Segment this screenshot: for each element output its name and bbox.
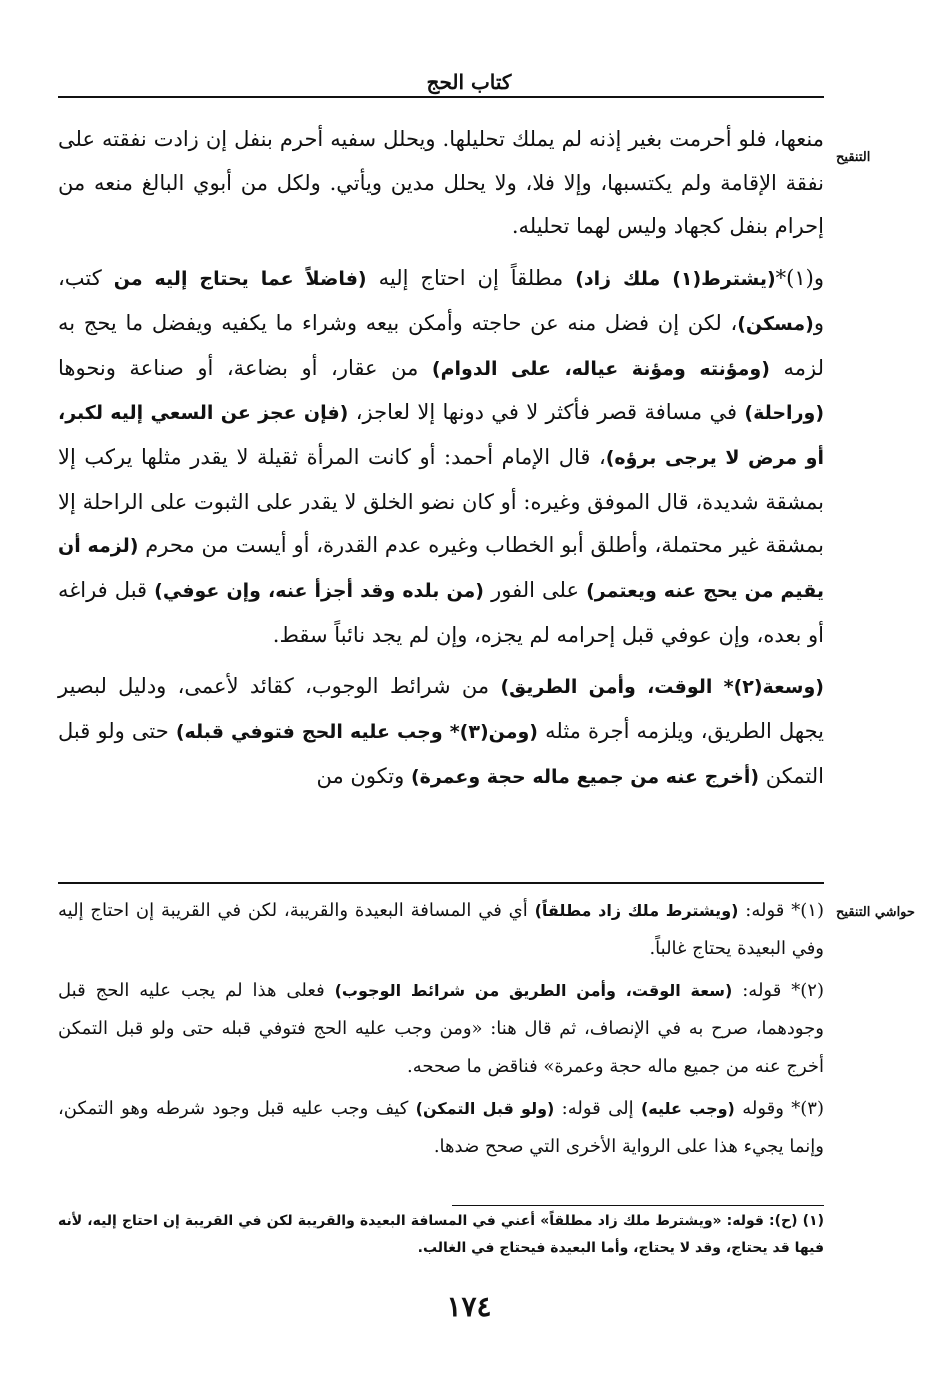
main-text bbox=[58, 118, 824, 808]
bold-matn: (مسكن) bbox=[737, 312, 814, 335]
text-run: مطلقاً إن احتاج إليه bbox=[366, 266, 576, 291]
text-run: (٢)* قوله: bbox=[732, 980, 824, 1001]
footnote-rule bbox=[452, 1205, 824, 1206]
bold-quote: (وجب عليه) bbox=[640, 1099, 735, 1118]
margin-label-hawashi: حواشي التنقيح bbox=[836, 905, 915, 920]
text-run: كتب، و bbox=[58, 266, 824, 335]
text-run: حتى ولو قبل التمكن bbox=[58, 719, 824, 788]
header-rule bbox=[58, 96, 824, 98]
bold-matn: (ومؤنته ومؤنة عياله، على الدوام) bbox=[431, 357, 770, 380]
text-run: و(١)* bbox=[775, 266, 824, 291]
bold-quote: (ويشترط ملك زاد مطلقاً) bbox=[534, 901, 739, 920]
text-run: في مسافة قصر فأكثر لا في دونها إلا لعاجز، bbox=[348, 400, 745, 425]
paragraph-3 bbox=[58, 665, 824, 799]
paragraph-1: منعها، فلو أحرمت بغير إذنه لم يملك تحليلها. ويحلل سفيه أحرم بنفل إن زادت نفقته على نفقة الإقامة ولم يكتسبها، وإلا فلا، ولا يحلل مدين ويأتي. ولكل من أبوي البالغ منعه من إحرام بنفل كجهاد وليس لهما تحليله. bbox=[58, 127, 824, 239]
page-number: ١٧٤ bbox=[446, 1290, 492, 1323]
bold-matn: (ومن(٣)* وجب عليه الحج فتوفي قبله) bbox=[175, 721, 538, 744]
note-1 bbox=[58, 892, 824, 968]
hawashi-notes bbox=[58, 892, 824, 1170]
text-run: (٣)* وقوله bbox=[734, 1098, 824, 1119]
text-run: أي في المسافة البعيدة والقريبة، لكن في القريبة إن احتاج إليه وفي البعيدة يحتاج غالباً. bbox=[58, 900, 824, 959]
bold-matn: (وراحلة) bbox=[744, 402, 825, 425]
text-run: من عقار، أو بضاعة، أو صناعة ونحوها bbox=[58, 355, 432, 380]
text-run: من شرائط الوجوب، كقائد لأعمى، ودليل لبصير يجهل الطريق، ويلزمه أجرة مثله bbox=[58, 674, 824, 744]
note-2 bbox=[58, 972, 824, 1086]
text-run: قبل فراغه أو بعده، وإن عوفي قبل إحرامه لم يجزه، وإن لم يجد نائباً سقط. bbox=[58, 578, 824, 647]
text-run: إلى قوله: bbox=[554, 1098, 641, 1119]
bold-matn: (من بلده وقد أجزأ عنه، وإن عوفي) bbox=[154, 580, 484, 603]
text-run: كيف وجب عليه قبل وجود شرطه وهو التمكن، وإنما يجيء هذا على الرواية الأخرى التي صحح ضدها. bbox=[58, 1098, 824, 1157]
notes-rule bbox=[58, 882, 824, 884]
paragraph-2 bbox=[58, 257, 824, 657]
text-run: على الفور bbox=[484, 578, 587, 603]
note-3 bbox=[58, 1090, 824, 1166]
text-run: وتكون من bbox=[316, 763, 411, 788]
bold-matn: (يشترط(١) ملك زاد) bbox=[575, 268, 776, 291]
bold-matn: (وسعة(٢)* الوقت، وأمن الطريق) bbox=[500, 676, 824, 699]
footnote bbox=[58, 1208, 824, 1262]
running-head-title: كتاب الحج bbox=[426, 70, 512, 94]
text-run: ، قال الإمام أحمد: أو كانت المرأة ثقيلة لا يقدر مثلها يركب إلا بمشقة شديدة، قال الموفق وغيره: أو كان نضو الخلق لا يقدر على الثبوت على الراحلة إلا بمشقة غير محتملة، وأطلق أبو الخطاب وغيره عدم القدرة، أو أيست من محرم bbox=[58, 444, 824, 558]
bold-quote: (سعة الوقت، وأمن الطريق من شرائط الوجوب) bbox=[334, 981, 733, 1000]
margin-label-tanqih: التنقيح bbox=[836, 150, 871, 165]
text-run: (١)* قوله: bbox=[738, 900, 824, 921]
text-run: ، لكن إن فضل منه عن حاجته وأمكن بيعه وشراء ما يكفيه ويفضل ما يحج به لزمه bbox=[58, 310, 825, 380]
bold-matn: (لزمه أن يقيم من يحج عنه ويعتمر) bbox=[58, 535, 824, 603]
bold-matn: (فاضلاً عما يحتاج إليه من bbox=[113, 268, 367, 291]
bold-quote: (ولو قبل التمكن) bbox=[415, 1099, 555, 1118]
footnote-1: (١) (ح): قوله: «ويشترط ملك زاد مطلقاً» أعني في المسافة البعيدة والقريبة لكن في القريبة إن احتاج إليه، لأنه فيها قد يحتاج، وقد لا يحتاج، وأما البعيدة فيحتاج في الغالب. bbox=[58, 1213, 824, 1256]
text-run: فعلى هذا لم يجب عليه الحج قبل وجودهما، صرح به في الإنصاف، ثم قال هنا: «ومن وجب عليه الحج فتوفي قبله حتى ولو قبل التمكن أخرج عنه من جميع ماله حجة وعمرة» فناقض ما صححه. bbox=[58, 980, 824, 1077]
bold-matn: (أخرج عنه من جميع ماله حجة وعمرة) bbox=[410, 765, 760, 788]
bold-matn: (فإن عجز عن السعي إليه لكبر، أو مرض لا يرجى برؤه) bbox=[58, 402, 824, 469]
